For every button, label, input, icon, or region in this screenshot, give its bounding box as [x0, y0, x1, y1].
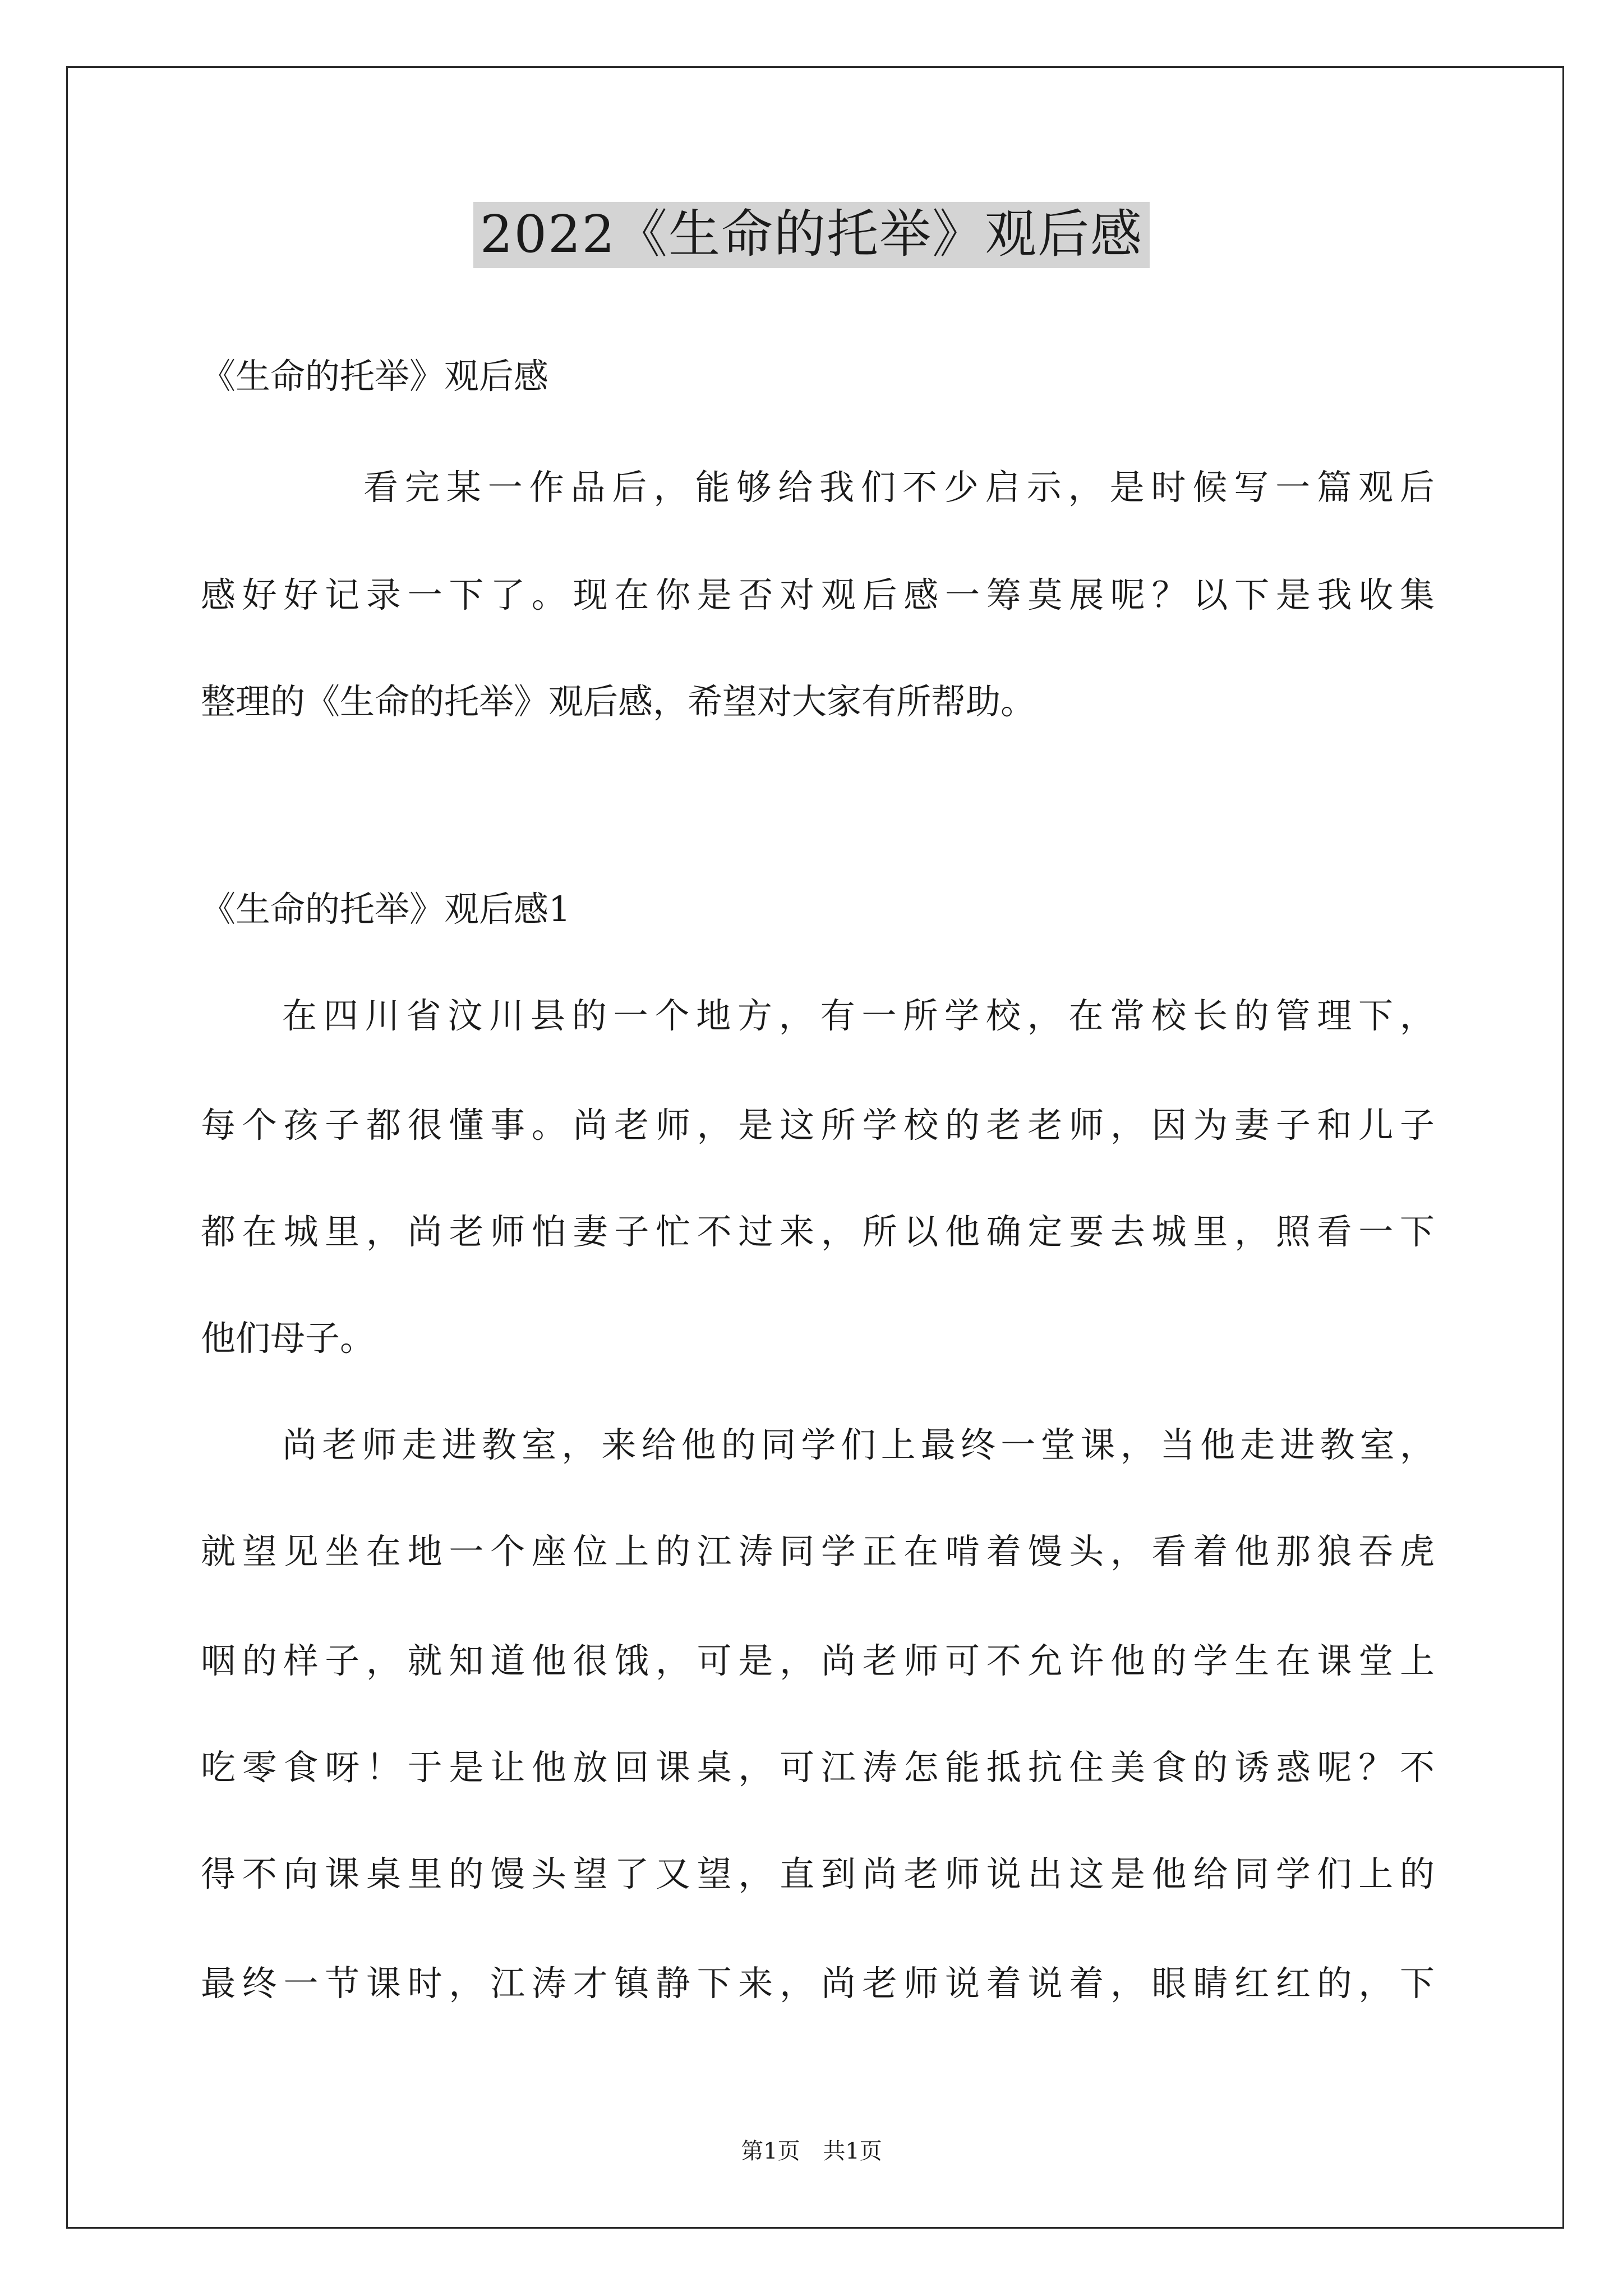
paragraph-line: 就望见坐在地一个座位上的江涛同学正在啃着馒头，看着他那狼吞虎: [201, 1531, 1435, 1572]
paragraph-line: 感好好记录一下了。现在你是否对观后感一筹莫展呢？以下是我收集: [201, 574, 1435, 615]
paragraph-line: 整理的《生命的托举》观后感，希望对大家有所帮助。: [201, 681, 1036, 722]
paragraph-line: 在四川省汶川县的一个地方，有一所学校，在常校长的管理下，: [282, 995, 1435, 1036]
paragraph-line: 每个孩子都很懂事。尚老师，是这所学校的老老师，因为妻子和儿子: [201, 1105, 1435, 1145]
paragraph-line: 最终一节课时，江涛才镇静下来，尚老师说着说着，眼睛红红的，下: [201, 1963, 1435, 2004]
paragraph-line: 尚老师走进教室，来给他的同学们上最终一堂课，当他走进教室，: [282, 1424, 1435, 1465]
page-total: 共1页: [823, 2138, 882, 2164]
paragraph-line: 吃零食呀！于是让他放回课桌，可江涛怎能抵抗住美食的诱惑呢？不: [201, 1747, 1435, 1788]
document-title: [0, 202, 1623, 268]
page-footer: [0, 2140, 1623, 2162]
section-heading: 《生命的托举》观后感: [201, 356, 549, 397]
section-heading: 《生命的托举》观后感1: [201, 889, 571, 930]
title-text: 2022《生命的托举》观后感: [473, 202, 1150, 268]
paragraph-line: 看完某一作品后，能够给我们不少启示，是时候写一篇观后: [363, 467, 1435, 508]
paragraph-line: 咽的样子，就知道他很饿，可是，尚老师可不允许他的学生在课堂上: [201, 1640, 1435, 1681]
paragraph-line: 他们母子。: [201, 1318, 375, 1359]
paragraph-line: 得不向课桌里的馒头望了又望，直到尚老师说出这是他给同学们上的: [201, 1853, 1435, 1894]
paragraph-line: 都在城里，尚老师怕妻子忙不过来，所以他确定要去城里，照看一下: [201, 1211, 1435, 1252]
page-number: 第1页: [741, 2138, 800, 2164]
